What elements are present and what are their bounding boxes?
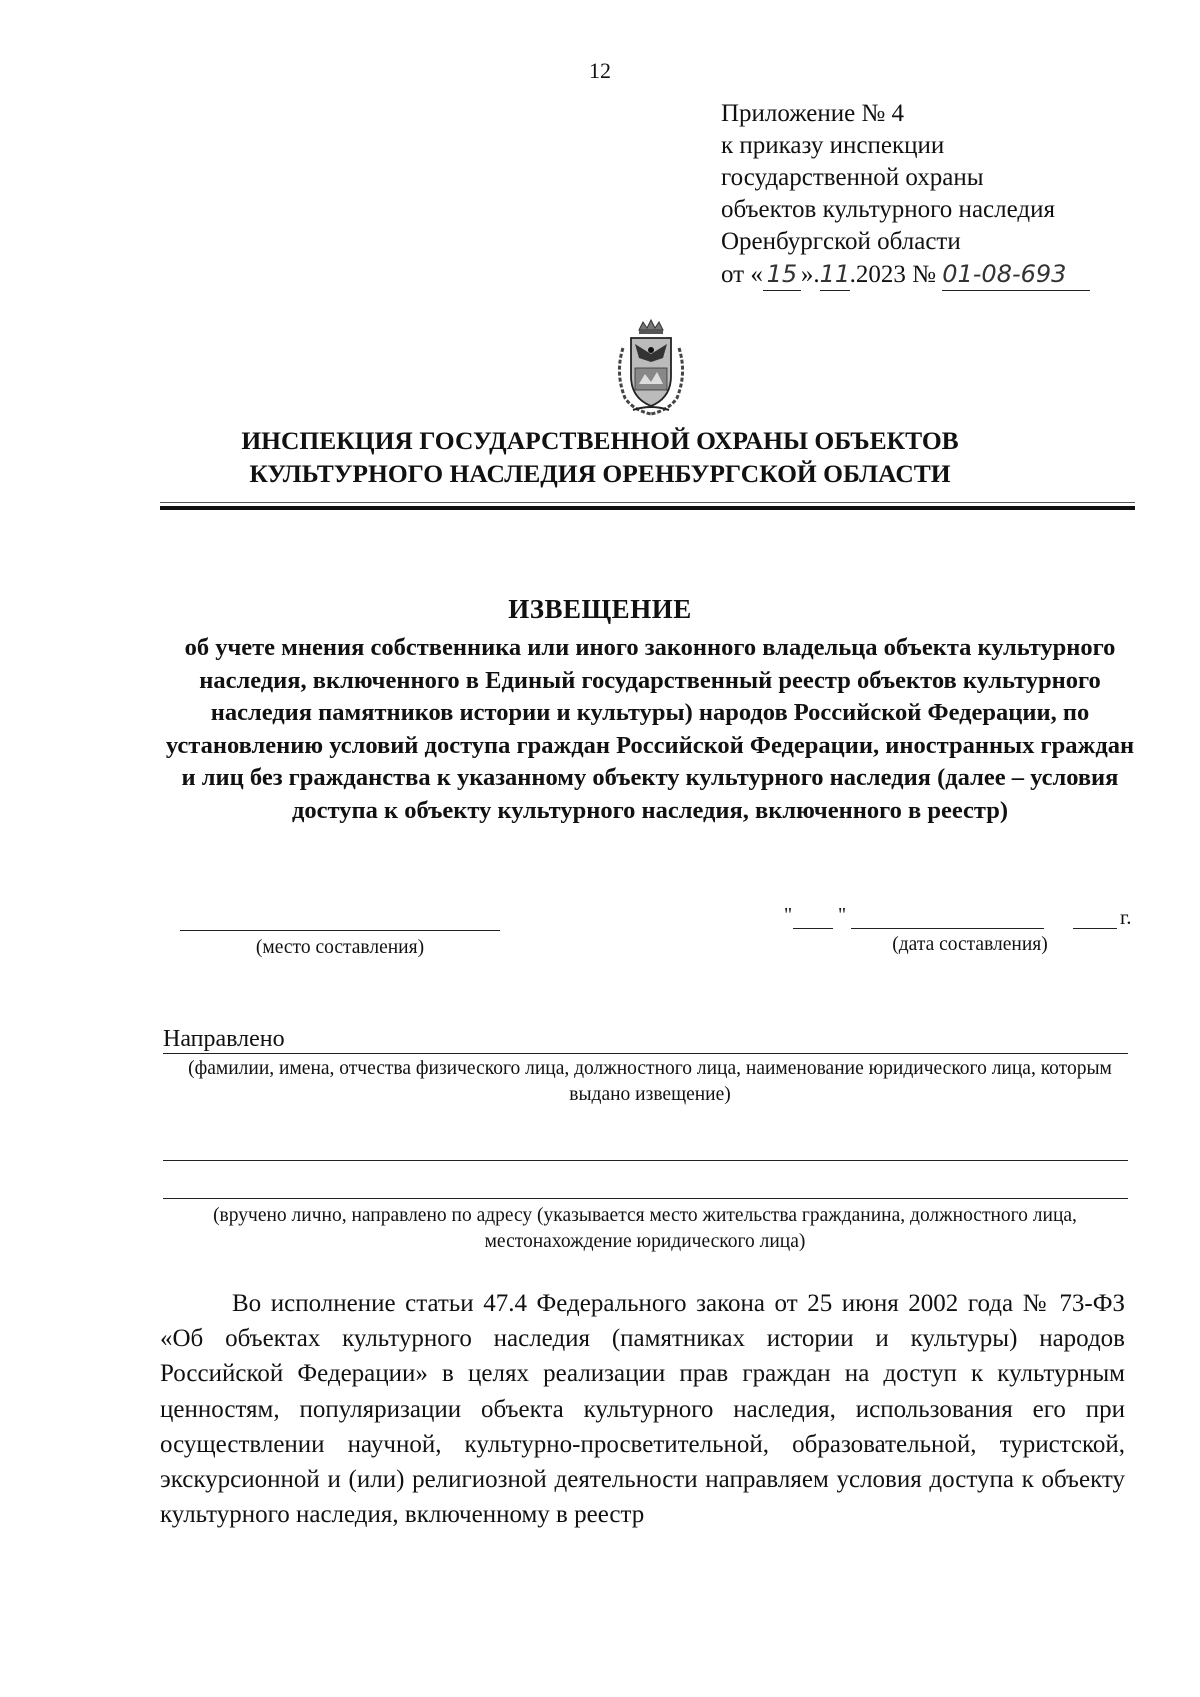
date-quote-close: " xyxy=(838,904,847,926)
page-number: 12 xyxy=(589,58,611,83)
place-caption: (место составления) xyxy=(255,937,425,958)
organization-heading xyxy=(0,424,1200,490)
coat-of-arms-icon xyxy=(609,318,693,418)
date-sep: ». xyxy=(800,261,820,288)
organization-line: ИНСПЕКЦИЯ ГОСУДАРСТВЕННОЙ ОХРАНЫ ОБЪЕКТОВ xyxy=(241,426,959,455)
appendix-line: к приказу инспекции xyxy=(721,132,945,159)
appendix-line: Оренбургской области xyxy=(721,228,961,255)
delivery-caption: (вручено лично, направлено по адресу (указывается место жительства гражданина, должностного лица, местонахождение юридического лица) xyxy=(213,1205,1077,1252)
order-day: 15 xyxy=(763,258,801,291)
notice-title: ИЗВЕЩЕНИЕ xyxy=(508,594,692,624)
body-paragraph: Во исполнение статьи 47.4 Федерального закона от 25 июня 2002 года № 73-ФЗ «Об объектах культурного наследия (памятниках истории и культуры) народов Российской Федерации» в целях реализации прав граждан на доступ к культурным ценностям, популяризации объекта культурного наследия, использования его при осуществлении научной, культурно-просветительной, образовательной, туристской, экскурсионной и (или) религиозной деятельности направляем условия доступа к объекту культурного наследия, включенному в реестр xyxy=(160,1290,1125,1529)
sent-field-line xyxy=(163,1053,1128,1054)
date-quote-open: " xyxy=(784,904,793,926)
sent-caption: (фамилии, имена, отчества физического лица, должностного лица, наименование юридического лица, которым выдано извещение) xyxy=(188,1058,1112,1105)
date-year: .2023 № xyxy=(849,261,936,288)
coat-of-arms-emblem xyxy=(609,318,693,418)
appendix-line: объектов культурного наследия xyxy=(721,196,1055,223)
address-field-line-2 xyxy=(163,1198,1128,1199)
year-suffix: г. xyxy=(1120,905,1132,929)
order-month: 11 xyxy=(820,258,850,291)
sent-label: Направлено xyxy=(163,1026,285,1052)
header-rule-thick xyxy=(160,506,1135,510)
date-day-line xyxy=(793,928,833,929)
organization-line: КУЛЬТУРНОГО НАСЛЕДИЯ ОРЕНБУРГСКОЙ ОБЛАСТИ xyxy=(249,459,951,488)
order-number: 01-08-693 xyxy=(942,258,1090,291)
notice-subtitle: об учете мнения собственника или иного законного владельца объекта культурного наследия, включенного в Единый государственный реестр объектов культурного наследия памятников истории и культуры) народов Российской Федерации, по установлению условий доступа граждан Российской Федерации, иностранных граждан и лиц без гражданства к указанному объекту культурного наследия (далее – условия доступа к объекту культурного наследия, включенного в реестр) xyxy=(165,634,1135,824)
place-field-line xyxy=(180,930,500,931)
address-field-line-1 xyxy=(163,1160,1128,1161)
date-prefix: от « xyxy=(721,261,763,288)
date-month-line xyxy=(851,928,1044,929)
appendix-date-line xyxy=(721,258,1090,291)
date-caption: (дата составления) xyxy=(892,934,1048,955)
header-rule-thin xyxy=(160,502,1135,503)
body-text xyxy=(160,1286,1125,1532)
date-year-line xyxy=(1073,928,1117,929)
appendix-line: государственной охраны xyxy=(721,164,984,191)
appendix-block xyxy=(721,98,1090,291)
appendix-line: Приложение № 4 xyxy=(721,100,905,127)
